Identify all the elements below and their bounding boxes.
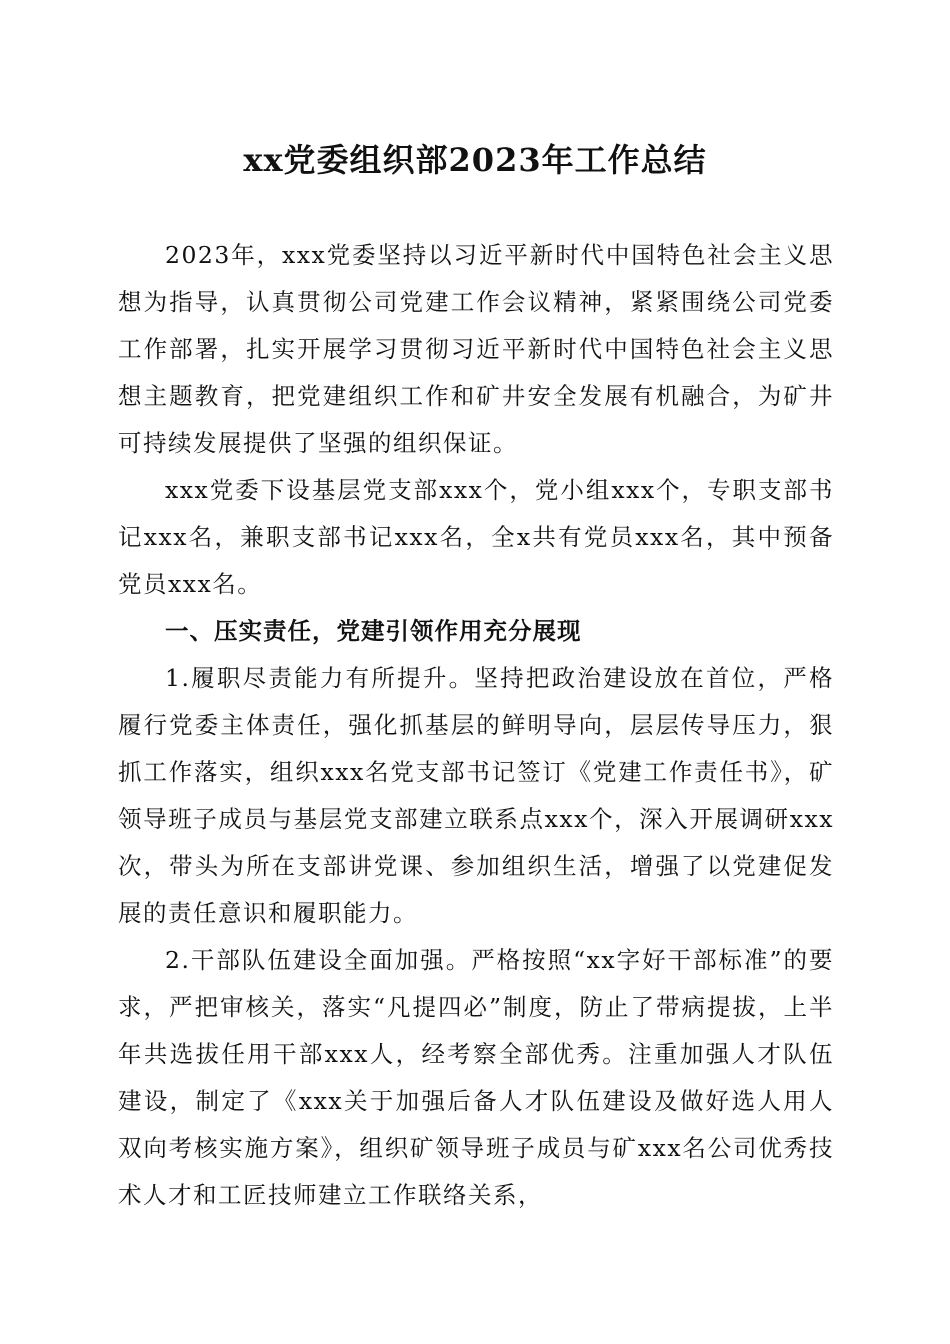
paragraph-item-1: 1.履职尽责能力有所提升。坚持把政治建设放在首位，严格履行党委主体责任，强化抓基层的鲜明导向，层层传导压力，狠抓工作落实，组织xxx名党支部书记签订《党建工作责任书》，矿领导班子成员与基层党支部建立联系点xxx个，深入开展调研xxx次，带头为所在支部讲党课、参加组织生活，增强了以党建促发展的责任意识和履职能力。 [118, 664, 834, 927]
section-heading-1: 一、压实责任，党建引领作用充分展现 [165, 617, 582, 645]
document-title: xx党委组织部2023年工作总结 [243, 141, 707, 179]
paragraph-item-2: 2.干部队伍建设全面加强。严格按照“xx字好干部标准”的要求，严把审核关，落实“凡提四必”制度，防止了带病提拔，上半年共选拔任用干部xxx人，经考察全部优秀。注重加强人才队伍建设，制定了《xxx关于加强后备人才队伍建设及做好选人用人双向考核实施方案》，组织矿领导班子成员与矿xxx名公司优秀技术人才和工匠技师建立工作联络关系， [118, 946, 834, 1209]
document-body [118, 232, 834, 1219]
paragraph-intro: 2023年，xxx党委坚持以习近平新时代中国特色社会主义思想为指导，认真贯彻公司党建工作会议精神，紧紧围绕公司党委工作部署，扎实开展学习贯彻习近平新时代中国特色社会主义思想主题教育，把党建组织工作和矿井安全发展有机融合，为矿井可持续发展提供了坚强的组织保证。 [118, 241, 834, 457]
paragraph-organization-stats: xxx党委下设基层党支部xxx个，党小组xxx个，专职支部书记xxx名，兼职支部书记xxx名，全x共有党员xxx名，其中预备党员xxx名。 [118, 476, 834, 598]
